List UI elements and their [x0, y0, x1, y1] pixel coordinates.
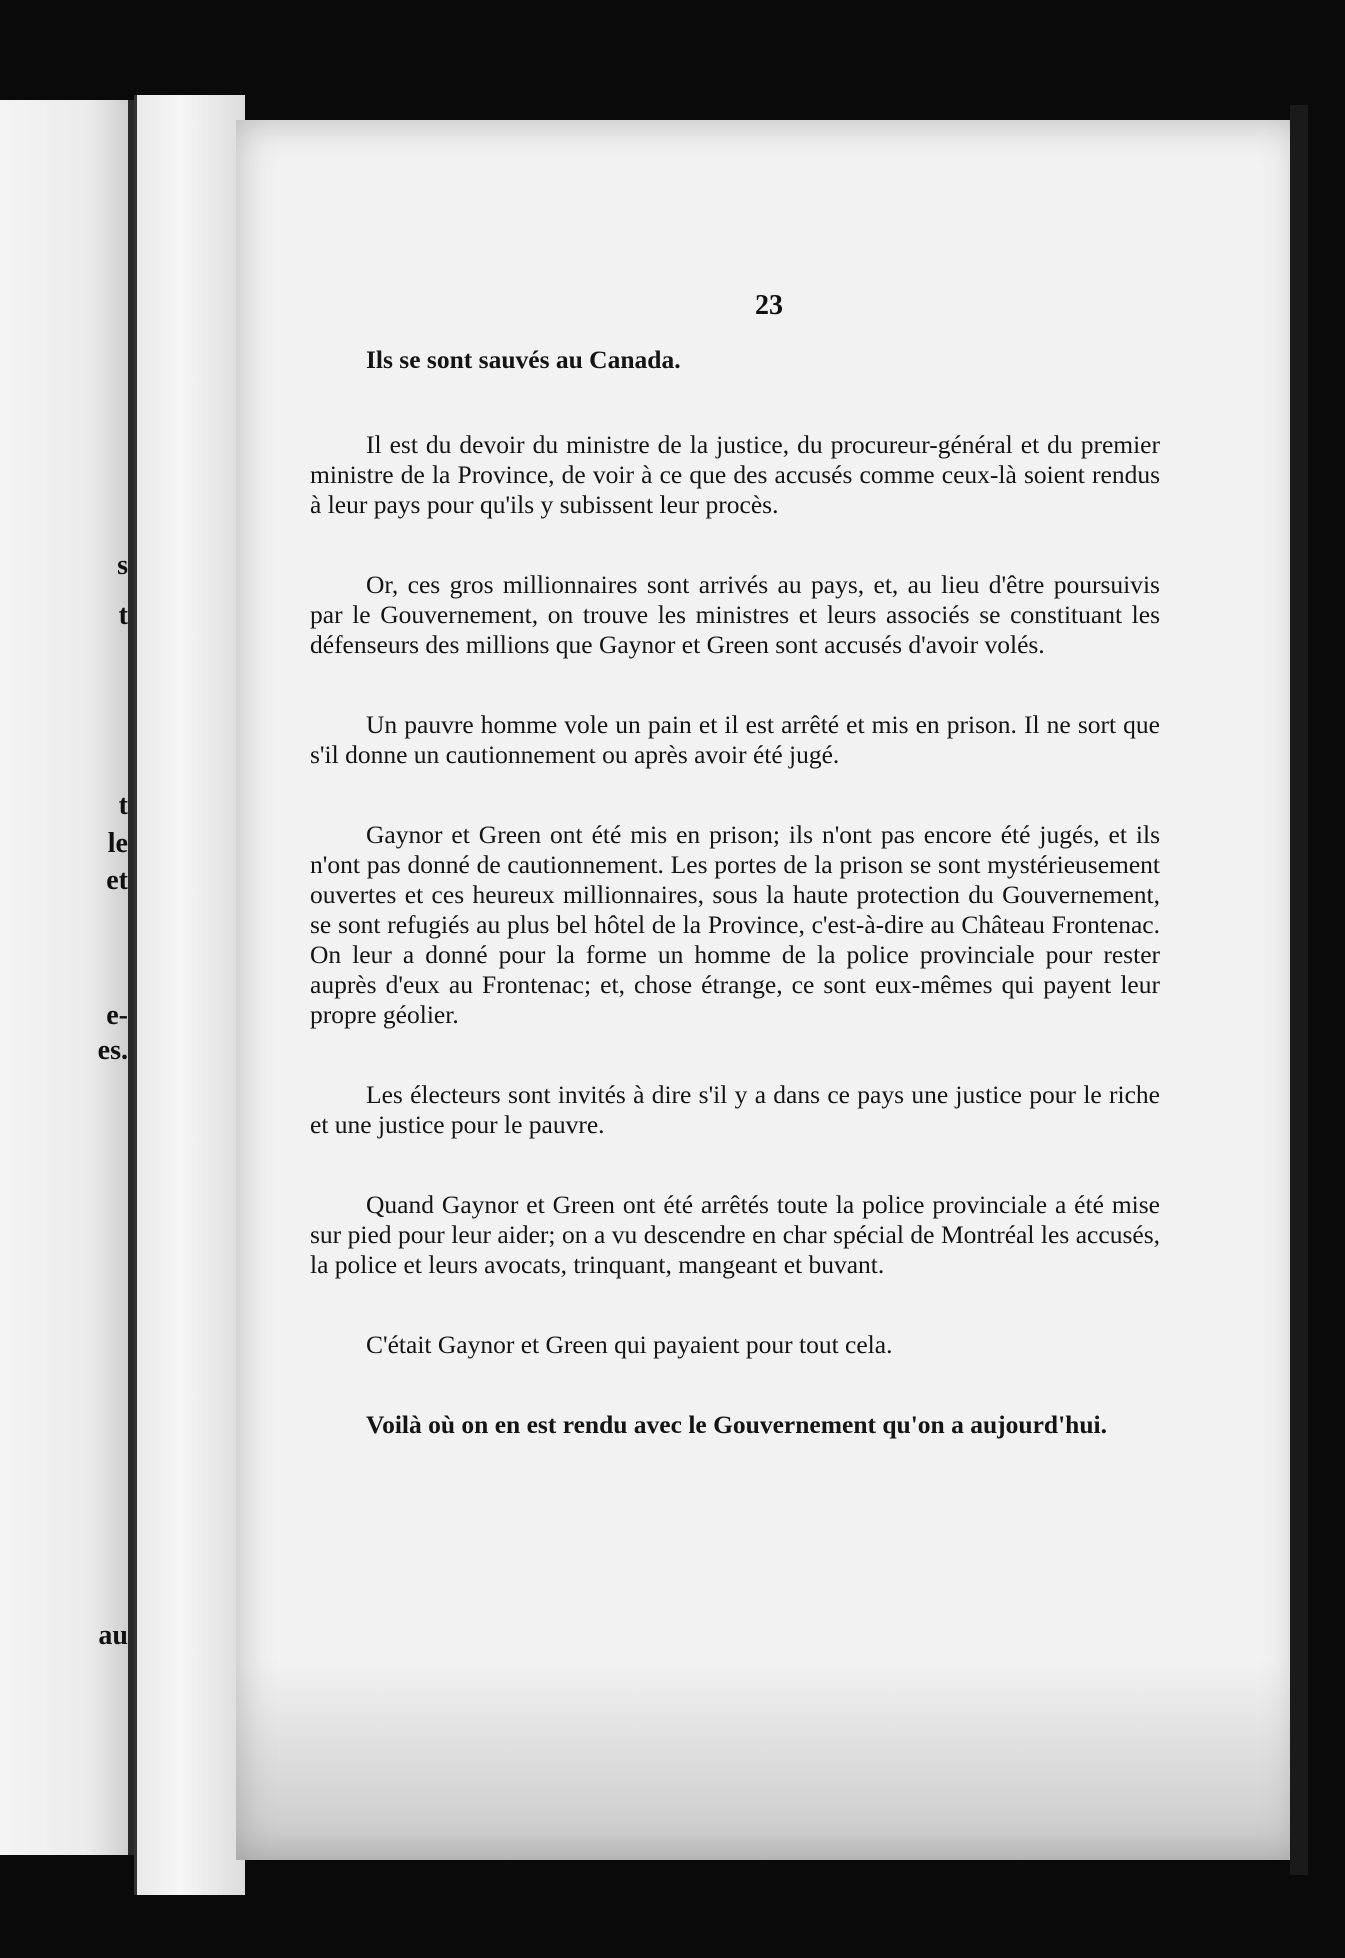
previous-page-fragment: et [106, 865, 128, 896]
book-gutter [134, 95, 245, 1895]
previous-page-fragment: s [117, 550, 128, 581]
paragraph: Quand Gaynor et Green ont été arrêtés toute la police provinciale a été mise sur pied pour leur aider; on a vu descendre en char spécial de Montréal les accusés, la police et leurs avocats, trinquant, mangeant et buvant. [310, 1190, 1160, 1279]
paragraph: Il est du devoir du ministre de la justice, du procureur-général et du premier ministre de la Province, de voir à ce que des accusés comme ceux-là soient rendus à leur pays pour qu'ils y subissent leur procès. [310, 430, 1160, 519]
paragraph: C'était Gaynor et Green qui payaient pour tout cela. [366, 1330, 893, 1359]
previous-page-fragment: t [118, 790, 128, 821]
page-number: 23 [755, 290, 783, 321]
previous-page-fragment: au [98, 1620, 128, 1651]
previous-page-fragment: le [107, 828, 128, 859]
paragraph: Les électeurs sont invités à dire s'il y a dans ce pays une justice pour le riche et une justice pour le pauvre. [310, 1080, 1160, 1139]
paragraph: Gaynor et Green ont été mis en prison; ils n'ont pas encore été jugés, et ils n'ont pas donné de cautionnement. Les portes de la prison se sont mystérieusement ouvertes et ces heureux millionnaires, sous la haute protection du Gouvernement, se sont refugiés au plus bel hôtel de la Province, c'est-à-dire au Château Frontenac. On leur a donné pour la forme un homme de la police provinciale pour rester auprès d'eux au Frontenac; et, chose étrange, ce sont eux-mêmes qui payent leur propre géolier. [310, 820, 1160, 1029]
page-edge [1290, 105, 1308, 1875]
previous-page-fragment: es. [97, 1035, 128, 1066]
page-body [310, 345, 1160, 1490]
previous-page-fragment: e- [106, 1000, 128, 1031]
previous-page [0, 100, 134, 1855]
previous-page-fragment: t [118, 600, 128, 631]
paragraph: Or, ces gros millionnaires sont arrivés au pays, et, au lieu d'être poursuivis par le Gouvernement, on trouve les ministres et leurs associés se constituant les défenseurs des millions que Gaynor et Green sont accusés d'avoir volés. [310, 570, 1160, 659]
paragraph: Voilà où on en est rendu avec le Gouvernement qu'on a aujourd'hui. [366, 1410, 1108, 1439]
paragraph: Ils se sont sauvés au Canada. [366, 345, 681, 374]
paragraph: Un pauvre homme vole un pain et il est arrêté et mis en prison. Il ne sort que s'il donne un cautionnement ou après avoir été jugé. [310, 710, 1160, 769]
